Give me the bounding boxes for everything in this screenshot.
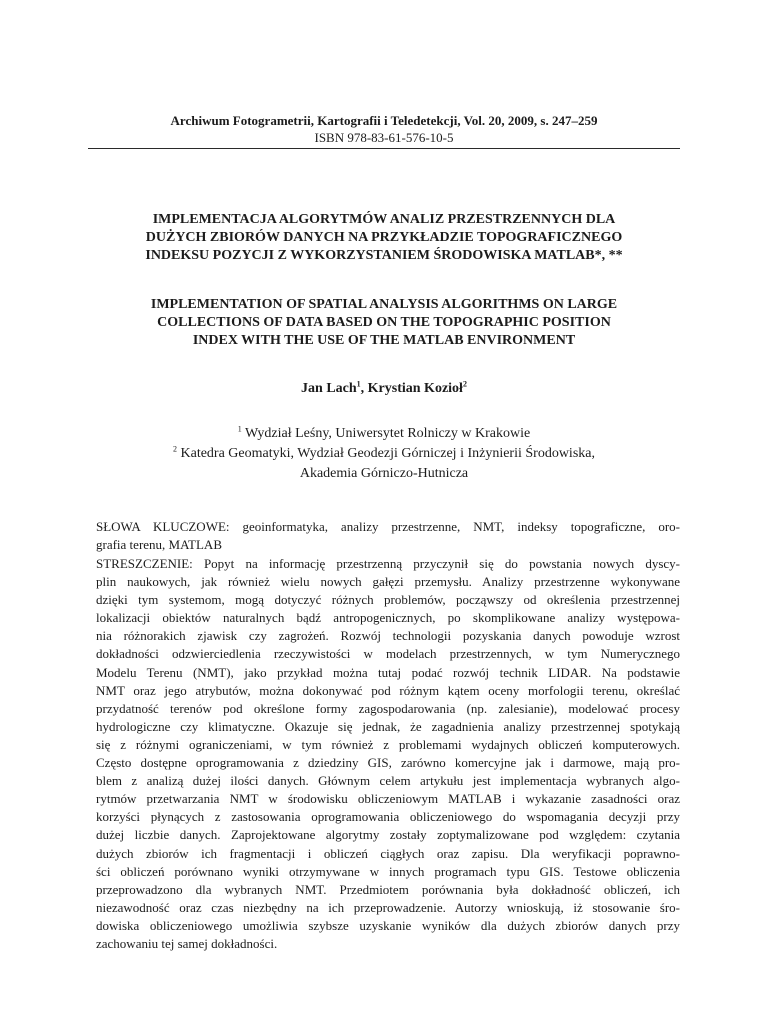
affiliation-text: Katedra Geomatyki, Wydział Geodezji Górniczej i Inżynierii Środowiska, [177, 446, 595, 461]
author-name: Jan Lach [301, 381, 357, 396]
abstract-line: dokładności odzwierciedlenia rzeczywistości w modelach przestrzennych, w tym Numerycznego [96, 646, 680, 662]
title-polish-line [88, 247, 680, 265]
abstract-line: dzięki tym systemom, mogą dotyczyć różnych problemów, począwszy od określenia przestrzennej [96, 592, 680, 608]
keywords-line: SŁOWA KLUCZOWE: geoinformatyka, analizy przestrzenne, NMT, indeksy topograficzne, oro- [96, 519, 680, 534]
affiliation-text: Wydział Leśny, Uniwersytet Rolniczy w Krakowie [241, 426, 531, 441]
abstract-line: się z różnymi ograniczeniami, w tym również z problemami wydajnych obliczeń komputerowych. [96, 736, 680, 752]
author-name: Krystian Kozioł [367, 381, 463, 396]
journal-citation: Archiwum Fotogrametrii, Kartografii i Teledetekcji, Vol. 20, 2009, s. 247–259 [170, 113, 598, 128]
affiliation-2 [88, 444, 680, 464]
abstract-line: STRESZCZENIE: Popyt na informację przestrzenną przyczynił się do powstania nowych dyscy- [96, 556, 680, 571]
abstract-line: blem z analizą dużej ilości danych. Głównym celem artykułu jest implementacja wybranych algo- [96, 773, 680, 789]
abstract-line: przeprowadzono dla wybranych NMT. Przedmiotem porównania była dokładność obliczeń, ich [96, 881, 680, 897]
abstract-line: zachowaniu tej samej dokładności. [96, 935, 278, 951]
title-polish-line-text: INDEKSU POZYCJI Z WYKORZYSTANIEM ŚRODOWISKA MATLAB [145, 248, 595, 263]
author-separator: , [360, 381, 368, 396]
title-polish [88, 211, 680, 265]
abstract-line: dużych zbiorów ich fragmentacji i obliczeń ciągłych oraz zapisu. Dla weryfikacji poprawno- [96, 845, 680, 861]
abstract-line: hydrologiczne czy klimatyczne. Okazuje się jednak, że zagadnienia analizy przestrzennej spotykają [96, 718, 680, 734]
title-english [88, 296, 680, 350]
affiliation-mark: 2 [173, 444, 177, 454]
title-english-line: COLLECTIONS OF DATA BASED ON THE TOPOGRAPHIC POSITION [157, 315, 611, 330]
abstract-paragraph [96, 555, 680, 953]
abstract-line: dowiska obliczeniowego umożliwia szybsze uzyskanie wyników dla dużych zbiorów danych przy [96, 917, 680, 933]
abstract-line: Modelu Terenu (NMT), jako przykład można tutaj podać rozwój technik LIDAR. Na podstawie [96, 664, 680, 680]
abstract-line: przydatność terenów pod określone formy zagospodarowania (np. zalesianie), modelować procesy [96, 700, 680, 716]
abstract-line: niezawodność oraz czas niezbędny na ich przeprowadzenie. Autorzy wnioskują, iż stosowanie śro- [96, 899, 680, 915]
isbn: ISBN 978-83-61-576-10-5 [314, 130, 454, 145]
title-polish-line: IMPLEMENTACJA ALGORYTMÓW ANALIZ PRZESTRZENNYCH DLA [152, 212, 616, 227]
author-affiliation-mark: 2 [462, 379, 467, 389]
header-divider [88, 148, 680, 149]
abstract-line: rytmów przetwarzania NMT w środowisku obliczeniowym MATLAB i wykazanie zasadności oraz [96, 791, 680, 807]
abstract-line: nia różnorakich zjawisk czy zagrożeń. Rozwój technologii pozyskania danych powoduje wzrost [96, 628, 680, 644]
keywords-line: grafia terenu, MATLAB [96, 537, 222, 552]
abstract-line: korzyści płynących z zastosowania oprogramowania obliczeniowego do wspomagania decyzji przy [96, 809, 680, 825]
affiliations [88, 424, 680, 484]
authors [88, 380, 680, 398]
title-footnote-marks: *, ** [594, 248, 623, 263]
affiliation-mark: 1 [237, 424, 242, 434]
affiliation-1 [88, 424, 680, 444]
journal-header [88, 112, 680, 146]
abstract-line: dużej liczbie danych. Zaprojektowane algorytmy zostały zoptymalizowane pod względem: czytania [96, 827, 680, 843]
abstract-line: Często dostępne oprogramowania z dziedziny GIS, zarówno komercyjne jak i darmowe, mają pro- [96, 755, 680, 771]
title-english-line: IMPLEMENTATION OF SPATIAL ANALYSIS ALGORITHMS ON LARGE [150, 297, 618, 312]
author-affiliation-mark: 1 [356, 379, 361, 389]
abstract-line: lokalizacji obiektów naturalnych bądź antropogenicznych, po skomplikowane analizy występowa- [96, 610, 680, 626]
title-english-line: INDEX WITH THE USE OF THE MATLAB ENVIRONMENT [192, 333, 576, 348]
abstract-line: plin naukowych, jak również wielu nowych gałęzi przemysłu. Analizy przestrzenne wykonywane [96, 574, 680, 590]
abstract-line: ści obliczeń porównano wyniki otrzymywane w innych programach typu GIS. Testowe obliczenia [96, 863, 680, 879]
keywords-paragraph [96, 518, 680, 554]
title-polish-line: DUŻYCH ZBIORÓW DANYCH NA PRZYKŁADZIE TOPOGRAFICZNEGO [145, 230, 623, 245]
abstract-line: NMT oraz jego atrybutów, można dokonywać pod różnym kątem oceny morfologii terenu, określać [96, 682, 680, 698]
affiliation-2-continued: Akademia Górniczo-Hutnicza [299, 466, 469, 481]
